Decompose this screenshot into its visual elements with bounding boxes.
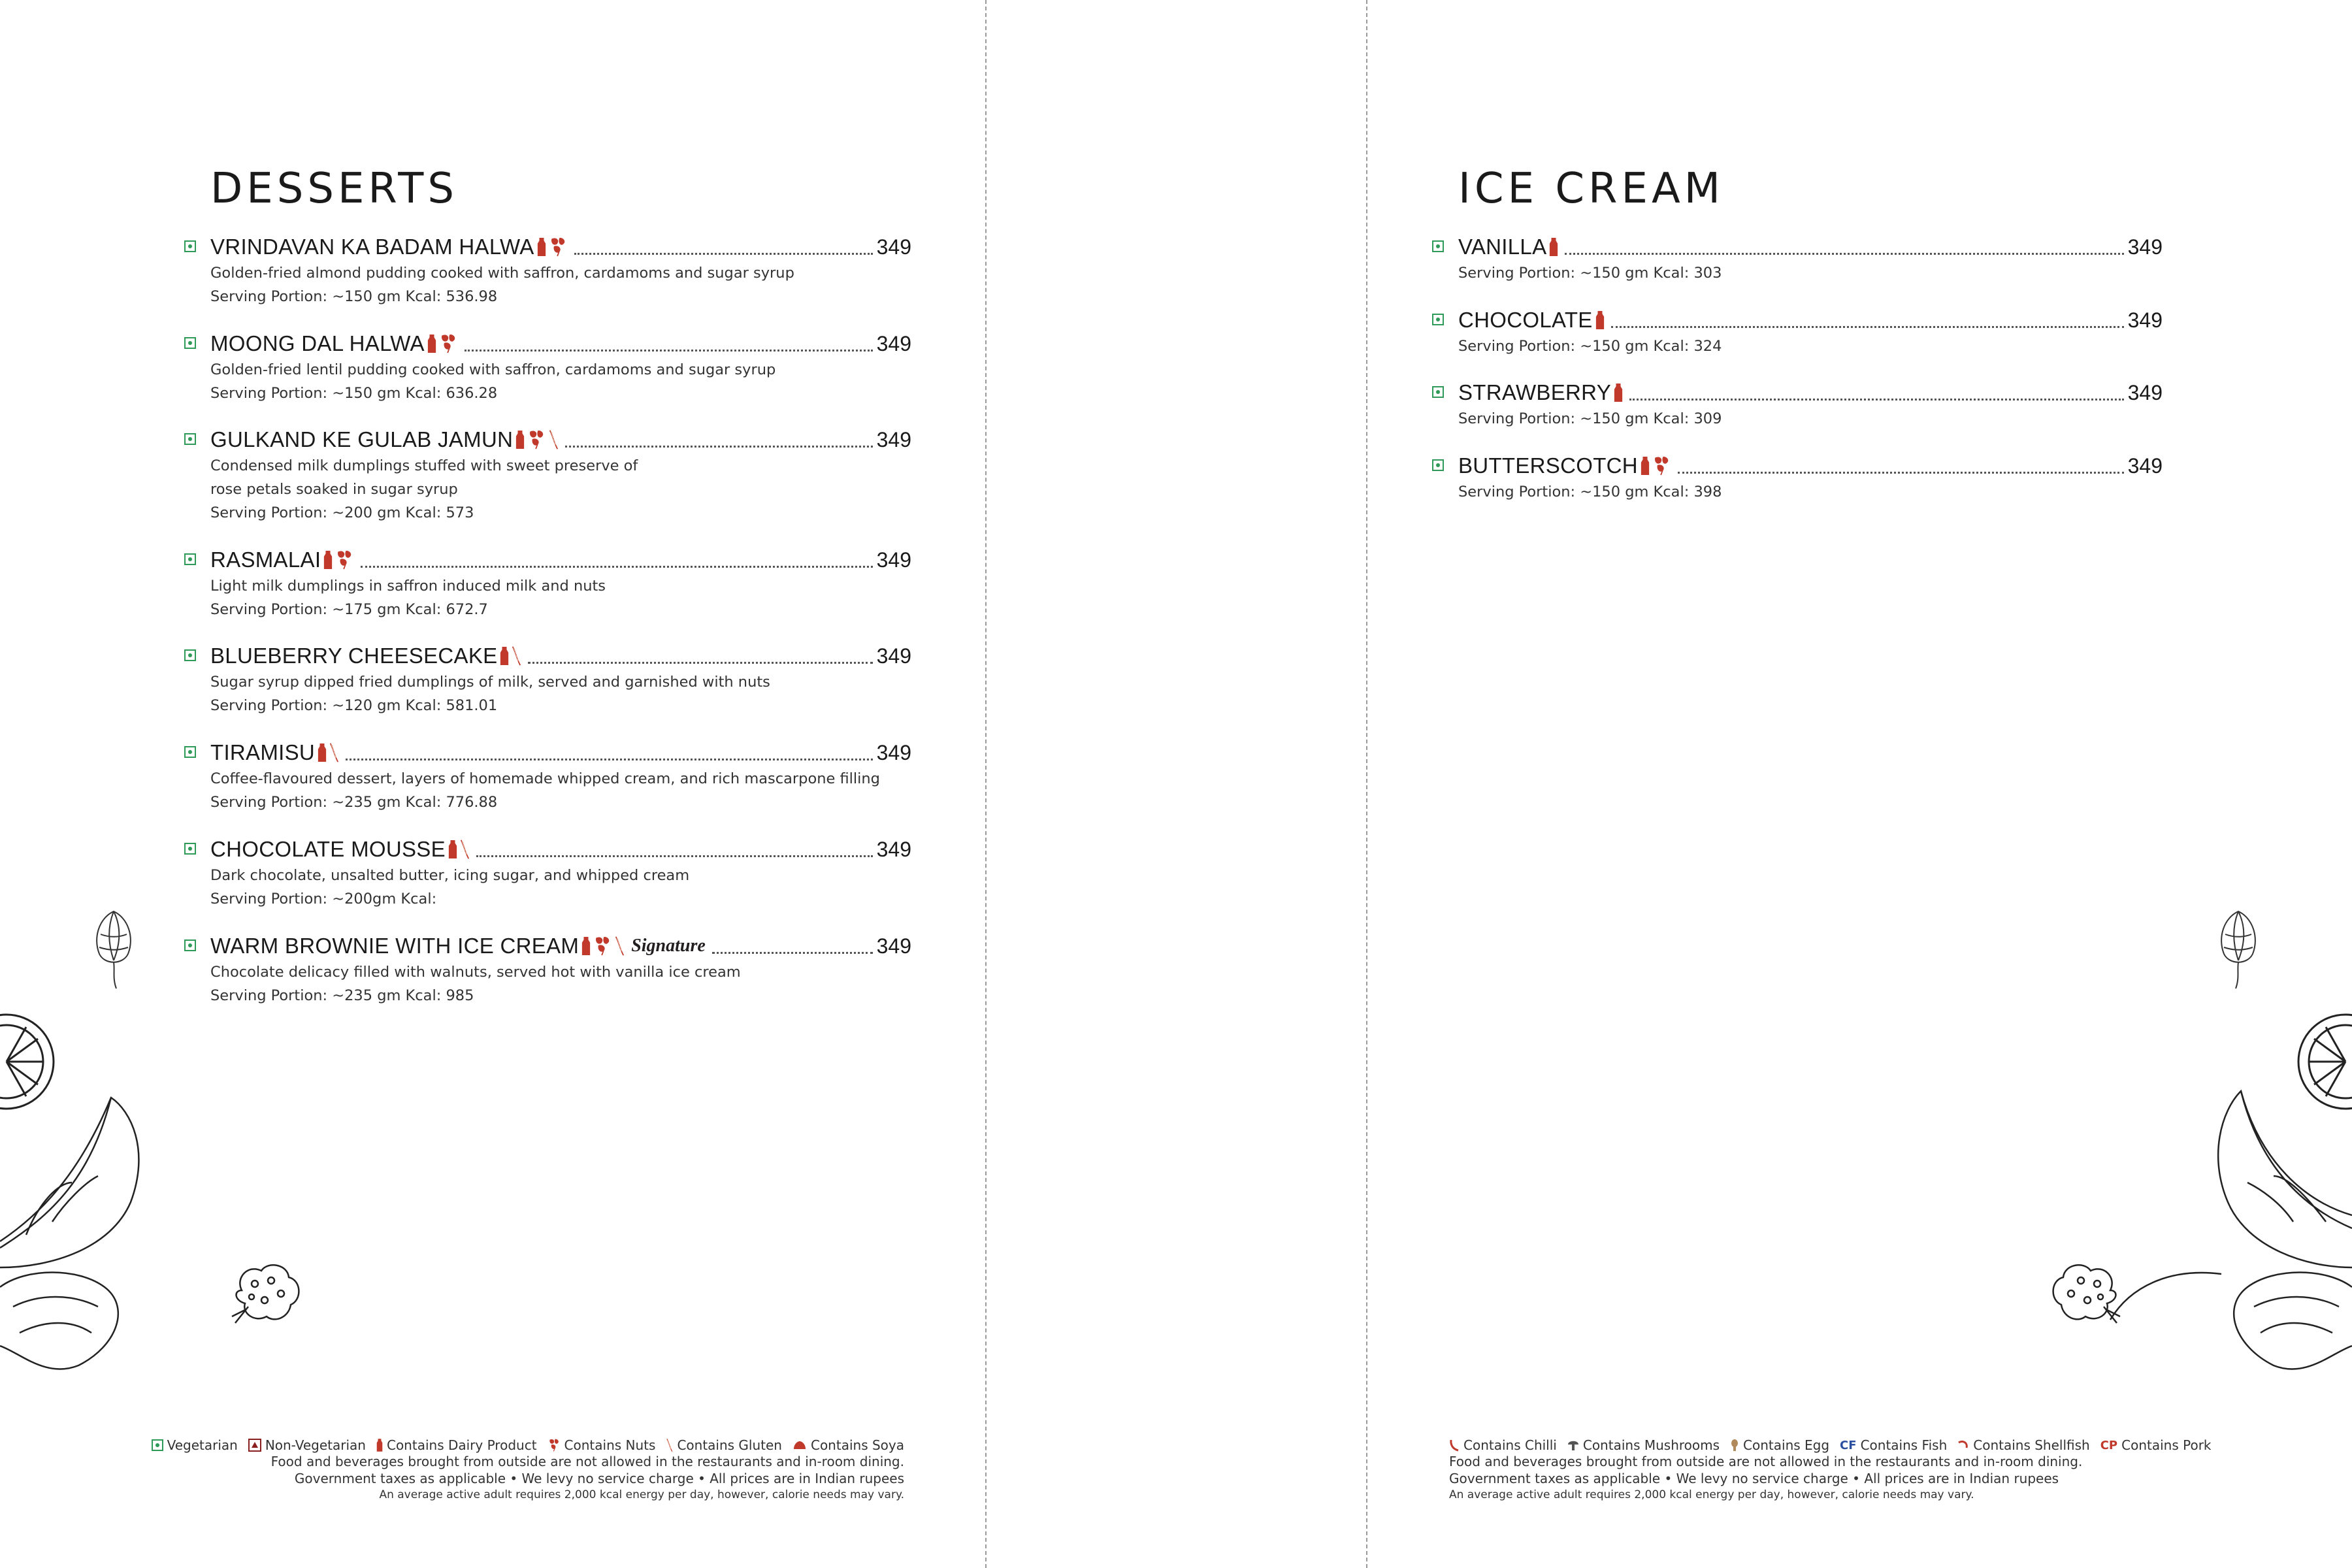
menu-item [176, 329, 911, 405]
legend-left [154, 1437, 904, 1453]
veg-icon [184, 553, 196, 565]
menu-item [176, 932, 911, 1007]
menu-item [1424, 378, 2163, 431]
legend-veg: Vegetarian [167, 1437, 238, 1453]
dot-leader [476, 855, 873, 857]
allergen-icons [537, 237, 568, 257]
item-price: 349 [876, 235, 911, 259]
item-price: 349 [876, 644, 911, 668]
item-portion: Serving Portion: ~120 gm Kcal: 581.01 [210, 697, 498, 714]
nuts-icon [548, 237, 568, 257]
item-name: WARM BROWNIE WITH ICE CREAM [210, 934, 580, 958]
dot-leader [528, 662, 872, 664]
mushroom-icon [1567, 1439, 1579, 1452]
veg-icon [184, 746, 196, 758]
legend-nuts: Contains Nuts [564, 1437, 656, 1453]
item-portion: Serving Portion: ~150 gm Kcal: 309 [1458, 410, 1722, 427]
item-portion: Serving Portion: ~235 gm Kcal: 985 [210, 987, 474, 1004]
item-price: 349 [2127, 453, 2163, 478]
legend-chilli: Contains Chilli [1463, 1437, 1557, 1453]
nuts-icon [547, 1438, 561, 1452]
allergen-icons [1614, 382, 1623, 403]
menu-item [176, 738, 911, 814]
broccoli-illustration-right [2045, 1258, 2123, 1336]
page-fold-right [1366, 0, 1367, 1568]
desserts-title: DESSERTS [210, 165, 458, 213]
gluten-icon [459, 839, 470, 860]
legend-egg: Contains Egg [1743, 1437, 1830, 1453]
item-price: 349 [876, 740, 911, 764]
item-price: 349 [876, 547, 911, 572]
item-description: Dark chocolate, unsalted butter, icing sugar, and whipped cream [210, 867, 690, 884]
veg-icon [184, 843, 196, 855]
item-description: Chocolate delicacy filled with walnuts, served hot with vanilla ice cream [210, 964, 741, 981]
veg-icon [184, 939, 196, 951]
nuts-icon [527, 429, 546, 450]
menu-item [1424, 233, 2163, 285]
item-name: VANILLA [1458, 235, 1547, 259]
dairy-icon [581, 936, 591, 956]
item-price: 349 [876, 837, 911, 861]
dairy-icon [500, 645, 509, 666]
item-name: CHOCOLATE [1458, 308, 1593, 332]
item-portion: Serving Portion: ~200 gm Kcal: 573 [210, 504, 474, 521]
item-name: VRINDAVAN KA BADAM HALWA [210, 235, 534, 259]
item-portion: Serving Portion: ~235 gm Kcal: 776.88 [210, 794, 498, 811]
dairy-icon [1614, 382, 1623, 403]
gluten-icon [511, 645, 521, 666]
menu-item [176, 835, 911, 911]
dairy-icon [376, 1438, 383, 1452]
item-name: BLUEBERRY CHEESECAKE [210, 644, 498, 668]
dot-leader [1565, 253, 2123, 255]
dairy-icon [1641, 455, 1650, 476]
footer-calorie-note: An average active adult requires 2,000 kcal energy per day, however, calorie needs may vary. [379, 1488, 904, 1501]
menu-item [1424, 451, 2163, 504]
veg-icon [184, 433, 196, 445]
veg-icon [184, 649, 196, 661]
item-description: Sugar syrup dipped fried dumplings of milk, served and garnished with nuts [210, 674, 770, 691]
menu-item [176, 546, 911, 621]
legend-right [1449, 1437, 2220, 1453]
fish-icon: CF [1840, 1438, 1857, 1452]
item-price: 349 [2127, 235, 2163, 259]
dairy-icon [448, 839, 457, 860]
artichoke-illustration-right [2211, 905, 2266, 990]
item-portion: Serving Portion: ~150 gm Kcal: 303 [1458, 265, 1722, 282]
veg-icon [1432, 386, 1444, 398]
veg-icon [1432, 240, 1444, 252]
allergen-icons [1595, 310, 1605, 331]
allergen-icons [323, 549, 354, 570]
legend-mushrooms: Contains Mushrooms [1582, 1437, 1720, 1453]
dot-leader [1611, 326, 2124, 328]
footer-left [154, 1437, 904, 1503]
item-description: Coffee-flavoured dessert, layers of homemade whipped cream, and rich mascarpone filling [210, 770, 880, 787]
dot-leader [361, 566, 872, 568]
page-fold-left [985, 0, 987, 1568]
footer-right [1449, 1437, 2220, 1503]
item-description-line2: rose petals soaked in sugar syrup [210, 481, 458, 498]
footer-outside-food: Food and beverages brought from outside are not allowed in the restaurants and in-room dining. [270, 1454, 904, 1469]
artichoke-illustration-left [86, 905, 141, 990]
egg-icon [1730, 1439, 1739, 1452]
allergen-icons [448, 839, 470, 860]
allergen-icons [427, 333, 458, 354]
nonveg-icon [248, 1439, 261, 1452]
nuts-icon [593, 936, 612, 956]
item-name: GULKAND KE GULAB JAMUN [210, 427, 514, 451]
menu-item [176, 425, 911, 525]
allergen-icons [581, 936, 625, 956]
veg-icon [1432, 459, 1444, 471]
pork-icon: CP [2100, 1438, 2118, 1452]
veg-icon [1432, 314, 1444, 325]
footer-calorie-note: An average active adult requires 2,000 kcal energy per day, however, calorie needs may vary. [1449, 1488, 1974, 1501]
allergen-icons [500, 645, 521, 666]
dairy-icon [427, 333, 436, 354]
legend-fish: Contains Fish [1860, 1437, 1948, 1453]
item-description: Golden-fried lentil pudding cooked with saffron, cardamoms and sugar syrup [210, 361, 776, 378]
shellfish-icon [1957, 1439, 1969, 1452]
gluten-icon [666, 1438, 673, 1452]
nuts-icon [335, 549, 354, 570]
chilli-icon [1449, 1439, 1460, 1452]
leafy-vegetable-illustration-right [2091, 1071, 2352, 1372]
menu-item [1424, 306, 2163, 358]
legend-gluten: Contains Gluten [677, 1437, 782, 1453]
legend-pork: Contains Pork [2121, 1437, 2212, 1453]
footer-outside-food: Food and beverages brought from outside are not allowed in the restaurants and in-room dining. [1449, 1454, 2083, 1469]
item-portion: Serving Portion: ~200gm Kcal: [210, 890, 437, 907]
dot-leader [712, 952, 873, 954]
icecream-title: ICE CREAM [1458, 165, 1724, 213]
item-name: RASMALAI [210, 547, 321, 572]
footer-taxes: Government taxes as applicable • We levy no service charge • All prices are in Indian rupees [1449, 1471, 2059, 1486]
item-portion: Serving Portion: ~150 gm Kcal: 536.98 [210, 288, 498, 305]
item-price: 349 [876, 331, 911, 355]
allergen-icons [1549, 237, 1558, 257]
dairy-icon [323, 549, 333, 570]
dairy-icon [1595, 310, 1605, 331]
dairy-icon [318, 742, 327, 763]
legend-soya: Contains Soya [810, 1437, 904, 1453]
item-name: MOONG DAL HALWA [210, 331, 425, 355]
item-price: 349 [876, 427, 911, 451]
dot-leader [1629, 399, 2124, 400]
item-portion: Serving Portion: ~175 gm Kcal: 672.7 [210, 601, 488, 618]
allergen-icons [515, 429, 559, 450]
dot-leader [346, 759, 873, 760]
dot-leader [565, 446, 872, 448]
item-name: CHOCOLATE MOUSSE [210, 837, 446, 861]
item-price: 349 [876, 934, 911, 958]
item-portion: Serving Portion: ~150 gm Kcal: 398 [1458, 483, 1722, 500]
item-portion: Serving Portion: ~150 gm Kcal: 324 [1458, 338, 1722, 355]
legend-nonveg: Non-Vegetarian [265, 1437, 366, 1453]
dairy-icon [1549, 237, 1558, 257]
gluten-icon [614, 936, 625, 956]
dairy-icon [515, 429, 525, 450]
gluten-icon [329, 742, 339, 763]
gluten-icon [548, 429, 559, 450]
item-name: TIRAMISU [210, 740, 316, 764]
dot-leader [1678, 472, 2124, 474]
dot-leader [574, 253, 873, 255]
item-name: STRAWBERRY [1458, 380, 1612, 404]
leafy-vegetable-illustration-left [0, 1071, 209, 1372]
item-description: Condensed milk dumplings stuffed with sweet preserve of [210, 457, 638, 474]
broccoli-illustration-left [229, 1258, 307, 1336]
veg-icon [184, 337, 196, 349]
legend-dairy: Contains Dairy Product [386, 1437, 537, 1453]
item-price: 349 [2127, 308, 2163, 332]
nuts-icon [438, 333, 458, 354]
veg-icon [152, 1439, 163, 1451]
item-price: 349 [2127, 380, 2163, 404]
item-description: Light milk dumplings in saffron induced milk and nuts [210, 578, 606, 595]
item-portion: Serving Portion: ~150 gm Kcal: 636.28 [210, 385, 498, 402]
veg-icon [184, 240, 196, 252]
allergen-icons [1641, 455, 1671, 476]
item-name: BUTTERSCOTCH [1458, 453, 1638, 478]
allergen-icons [318, 742, 339, 763]
signature-label: Signature [631, 936, 706, 956]
legend-shellfish: Contains Shellfish [1973, 1437, 2090, 1453]
menu-item [176, 233, 911, 308]
nuts-icon [1652, 455, 1671, 476]
item-description: Golden-fried almond pudding cooked with saffron, cardamoms and sugar syrup [210, 265, 794, 282]
soya-icon [792, 1440, 807, 1450]
dot-leader [465, 350, 873, 351]
dairy-icon [537, 237, 546, 257]
menu-item [176, 642, 911, 717]
footer-taxes: Government taxes as applicable • We levy no service charge • All prices are in Indian rupees [294, 1471, 904, 1486]
